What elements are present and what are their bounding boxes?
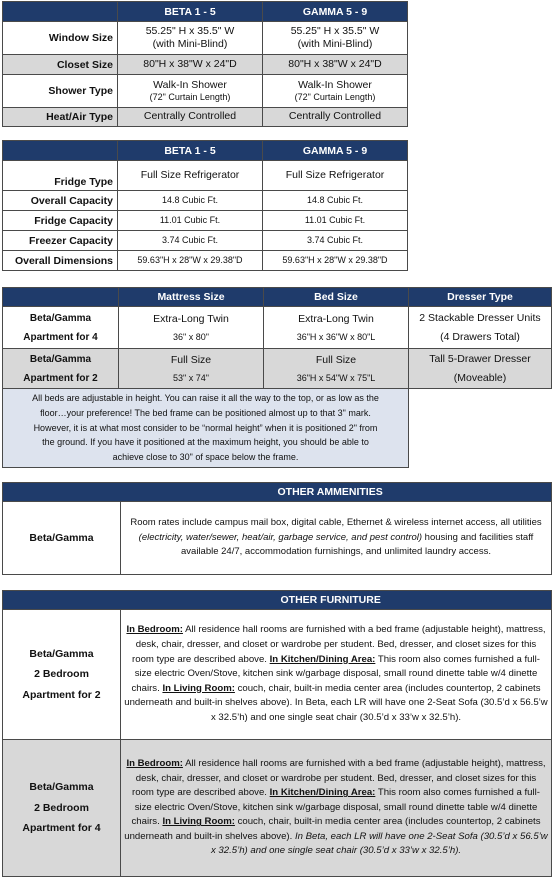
- amenities-label: Beta/Gamma: [3, 502, 121, 575]
- fridge-capacity-beta: 11.01 Cubic Ft.: [118, 211, 263, 231]
- apartment-for-2-label: Beta/Gamma Apartment for 2: [3, 349, 119, 389]
- amenities-table: [2, 482, 552, 575]
- furniture-corner: [3, 591, 121, 610]
- heat-air-label: Heat/Air Type: [3, 108, 118, 127]
- fridge-table: [2, 140, 408, 271]
- window-size-label: Window Size: [3, 22, 118, 55]
- fridge-type-label: Fridge Type: [3, 161, 118, 191]
- overall-capacity-beta: 14.8 Cubic Ft.: [118, 191, 263, 211]
- freezer-capacity-gamma: 3.74 Cubic Ft.: [263, 231, 408, 251]
- table1-header-beta: BETA 1 - 5: [118, 2, 263, 22]
- furniture-apt4-label: Beta/Gamma 2 Bedroom Apartment for 4: [3, 740, 121, 877]
- bed-size-header: Bed Size: [264, 288, 409, 307]
- table1-corner: [3, 2, 118, 22]
- mattress-size-header: Mattress Size: [119, 288, 264, 307]
- fridge-capacity-label: Fridge Capacity: [3, 211, 118, 231]
- apartment-for-4-bed: Extra-Long Twin 36"H x 36"W x 80"L: [264, 307, 409, 349]
- furniture-apt2-label: Beta/Gamma 2 Bedroom Apartment for 2: [3, 610, 121, 740]
- window-size-beta: 55.25" H x 35.5" W (with Mini-Blind): [118, 22, 263, 55]
- dresser-type-header: Dresser Type: [409, 288, 552, 307]
- overall-capacity-gamma: 14.8 Cubic Ft.: [263, 191, 408, 211]
- furniture-apt4-description: In Bedroom: All residence hall rooms are furnished with a bed frame (adjustable height), mattress, desk, chair, dresser, and closet or wardrobe per student. Bed, dresser, and closet sizes for this room type are described above. In Kitchen/Dining Area: This room also comes furnished a full-size electric Oven/Stove, kitchen sink w/garbage disposal, small round dinette table w/4 dinette chairs. In Living Room: couch, chair, built-in media center area (includes countertop, 2 cabinets underneath and built-in shelves above). In Beta, each LR will have one 2-Seat Sofa (30.5’d x 56.5’w x 32.5’h) and one single seat chair (30.5’d x 33’w x 32.5’h).: [121, 740, 552, 877]
- apartment-for-4-label: Beta/Gamma Apartment for 4: [3, 307, 119, 349]
- table2-header-beta: BETA 1 - 5: [118, 141, 263, 161]
- apartment-for-4-mattress: Extra-Long Twin 36" x 80": [119, 307, 264, 349]
- fridge-type-gamma: Full Size Refrigerator: [263, 161, 408, 191]
- overall-dimensions-gamma: 59.63"H x 28"W x 29.38"D: [263, 251, 408, 271]
- heat-air-gamma: Centrally Controlled: [263, 108, 408, 127]
- amenities-header: OTHER AMMENITIES: [121, 483, 552, 502]
- fridge-type-beta: Full Size Refrigerator: [118, 161, 263, 191]
- table2-corner: [3, 141, 118, 161]
- apartment-for-2-bed: Full Size 36"H x 54"W x 75"L: [264, 349, 409, 389]
- overall-dimensions-label: Overall Dimensions: [3, 251, 118, 271]
- apartment-for-2-dresser: Tall 5-Drawer Dresser (Moveable): [409, 349, 552, 389]
- bed-height-note: All beds are adjustable in height. You can raise it all the way to the top, or as low as the floor…your preference! The bed frame can be positioned almost up to that 3" mark. However, it is at what most consider to be “normal height” when it is positioned 2" from the ground. If you have it positioned at the maximum height, you should be able to achieve close to 30" of space below the frame.: [3, 389, 409, 468]
- freezer-capacity-label: Freezer Capacity: [3, 231, 118, 251]
- table2-header-gamma: GAMMA 5 - 9: [263, 141, 408, 161]
- room-dimensions-table: [2, 1, 408, 127]
- amenities-description: Room rates include campus mail box, digital cable, Ethernet & wireless internet access, all utilities (electricity, water/sewer, heat/air, garbage service, and pest control) housing and facilities staff available 24/7, accommodation furnishings, and unlimited laundry access.: [121, 502, 552, 575]
- table1-header-gamma: GAMMA 5 - 9: [263, 2, 408, 22]
- overall-capacity-label: Overall Capacity: [3, 191, 118, 211]
- closet-size-label: Closet Size: [3, 55, 118, 75]
- furniture-apt2-description: In Bedroom: All residence hall rooms are furnished with a bed frame (adjustable height), mattress, desk, chair, dresser, and closet or wardrobe per student. Bed, dresser, and closet sizes for this room type are described above. In Kitchen/Dining Area: This room also comes furnished a full-size electric Oven/Stove, kitchen sink w/garbage disposal, small round dinette table w/4 dinette chairs. In Living Room: couch, chair, built-in media center area (includes countertop, 2 cabinets underneath and built-in shelves above). In Beta, each LR will have one 2-Seat Sofa (30.5’d x 56.5’w x 32.5’h) and one single seat chair (30.5’d x 33’w x 32.5’h).: [121, 610, 552, 740]
- apartment-for-2-mattress: Full Size 53" x 74": [119, 349, 264, 389]
- overall-dimensions-beta: 59.63"H x 28"W x 29.38"D: [118, 251, 263, 271]
- apartment-for-4-dresser: 2 Stackable Dresser Units (4 Drawers Total): [409, 307, 552, 349]
- table3-corner: [3, 288, 119, 307]
- shower-type-beta: Walk-In Shower (72" Curtain Length): [118, 75, 263, 108]
- furniture-header: OTHER FURNITURE: [121, 591, 552, 610]
- furniture-table: [2, 590, 552, 877]
- shower-type-gamma: Walk-In Shower (72" Curtain Length): [263, 75, 408, 108]
- shower-type-label: Shower Type: [3, 75, 118, 108]
- closet-size-gamma: 80"H x 38"W x 24"D: [263, 55, 408, 75]
- closet-size-beta: 80"H x 38"W x 24"D: [118, 55, 263, 75]
- fridge-capacity-gamma: 11.01 Cubic Ft.: [263, 211, 408, 231]
- amenities-corner: [3, 483, 121, 502]
- bed-dresser-table: [2, 287, 552, 468]
- heat-air-beta: Centrally Controlled: [118, 108, 263, 127]
- note-spacer: [409, 389, 552, 468]
- window-size-gamma: 55.25" H x 35.5" W (with Mini-Blind): [263, 22, 408, 55]
- freezer-capacity-beta: 3.74 Cubic Ft.: [118, 231, 263, 251]
